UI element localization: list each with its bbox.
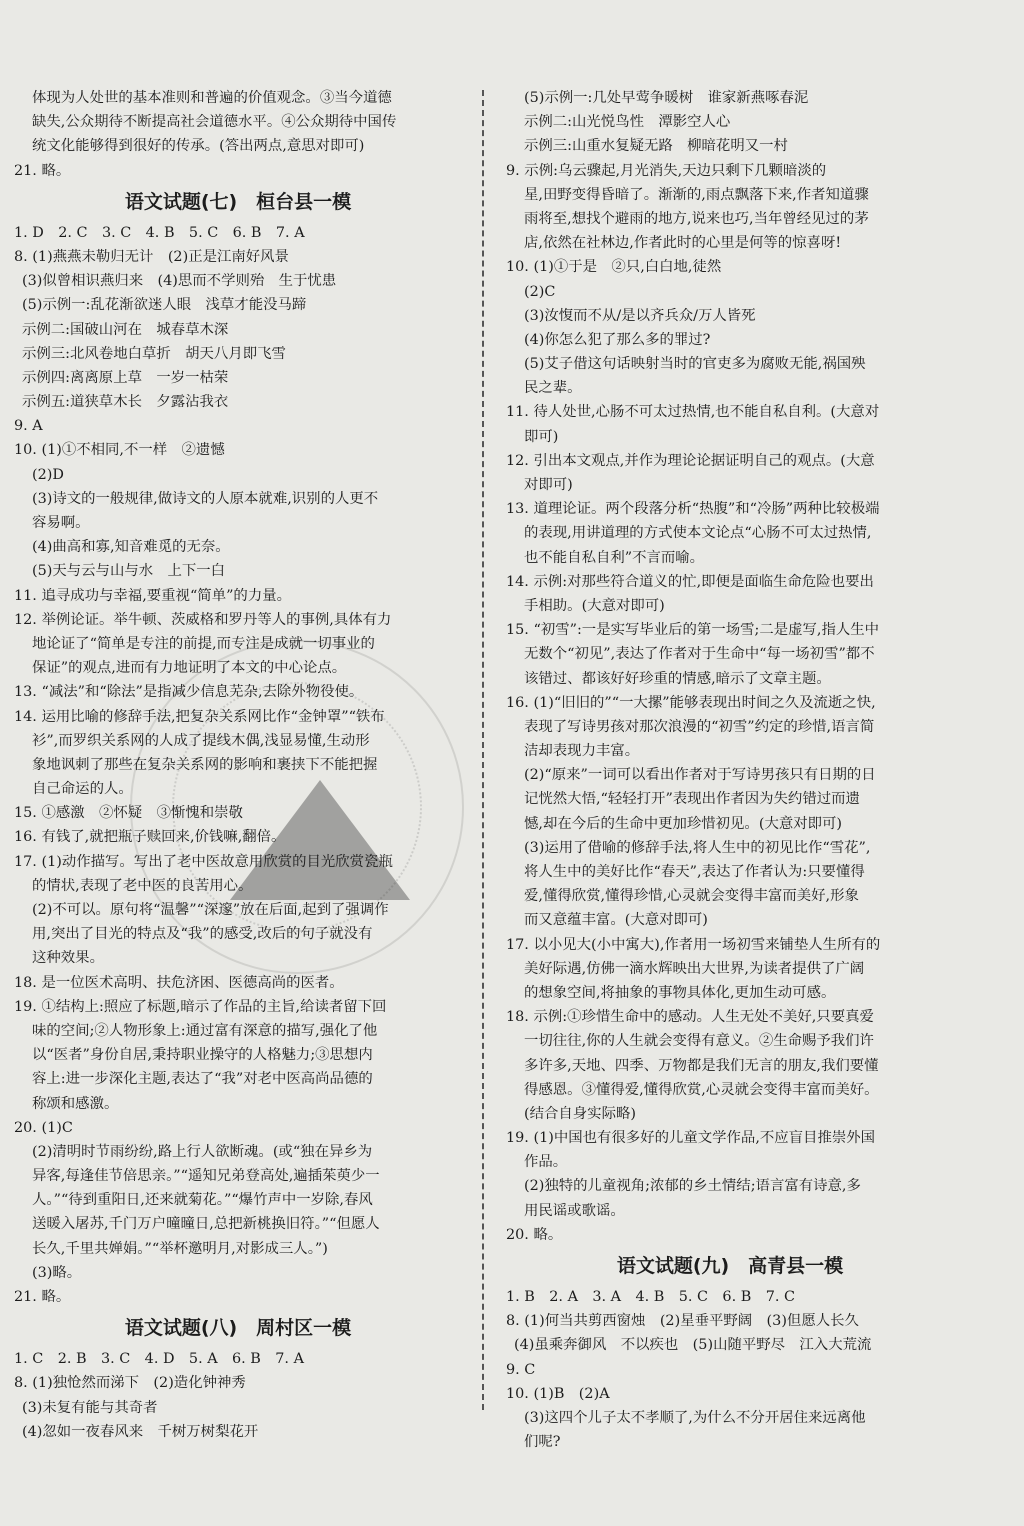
answer-line: 得感恩。③懂得爱,懂得欣赏,心灵就会变得丰富而美好。 [524, 1081, 879, 1098]
answer-line: 13. “减法”和“除法”是指减少信息芜杂,去除外物役使。 [14, 684, 364, 701]
answer-line: 爱,懂得欣赏,懂得珍惜,心灵就会变得丰富而美好,形象 [524, 888, 859, 905]
answer-line: 们呢? [524, 1434, 561, 1451]
right-column [506, 86, 954, 1454]
answer-line: 的情状,表现了老中医的良苦用心。 [32, 877, 253, 894]
answer-line: (3)运用了借喻的修辞手法,将人生中的初见比作“雪花”, [524, 839, 871, 856]
answer-line: 19. ①结构上:照应了标题,暗示了作品的主旨,给读者留下回 [14, 998, 387, 1015]
answer-line: (3)似曾相识燕归来 (4)思而不学则殆 生于忧患 [22, 273, 337, 290]
answer-line: 示例三:北风卷地白草折 胡天八月即飞雪 [22, 345, 286, 362]
answer-line: 憾,却在今后的生命中更加珍惜初见。(大意对即可) [524, 815, 843, 832]
answer-line: 17. (1)动作描写。写出了老中医故意用欣赏的目光欣赏瓷瓶 [14, 853, 393, 870]
answer-line: 保证”的观点,进而有力地证明了本文的中心论点。 [32, 660, 347, 677]
answer-line: (2)独特的儿童视角;浓郁的乡土情结;语言富有诗意,多 [524, 1178, 861, 1195]
answer-line: 的表现,用讲道理的方式使本文论点“心肠不可太过热情, [524, 525, 872, 542]
answer-line: 示例二:国破山河在 城春草木深 [22, 321, 229, 338]
answer-line: 用民谣或歌谣。 [524, 1202, 625, 1219]
answer-line: 18. 示例:①珍惜生命中的感动。人生无处不美好,只要真爱 [506, 1009, 874, 1026]
answer-line: 16. 有钱了,就把瓶子赎回来,价钱嘛,翻倍。 [14, 829, 286, 846]
answer-line: (3)略。 [32, 1264, 82, 1281]
answer-line: 美好际遇,仿佛一滴水辉映出大世界,为读者提供了广阔 [524, 960, 865, 977]
answer-line: 17. 以小见大(小中寓大),作者用一场初雪来铺垫人生所有的 [506, 936, 881, 953]
answer-line: (3)汝愎而不从/是以齐兵众/万人皆死 [524, 307, 756, 324]
answer-line: 示例四:离离原上草 一岁一枯荣 [22, 369, 229, 386]
answer-line: 18. 是一位医术高明、扶危济困、医德高尚的医者。 [14, 974, 344, 991]
answer-line: (2)“原来”一词可以看出作者对于写诗男孩只有日期的日 [524, 767, 876, 784]
answer-line: 15. “初雪”:一是实写毕业后的第一场雪;二是虚写,指人生中 [506, 622, 880, 639]
answer-line: 民之辈。 [524, 380, 582, 397]
answer-line: 味的空间;②人物形象上:通过富有深意的描写,强化了他 [32, 1022, 378, 1039]
answer-line: 多许多,天地、四季、万物都是我们无言的朋友,我们要懂 [524, 1057, 879, 1074]
answer-line: 称颂和感激。 [32, 1095, 119, 1112]
answer-line: (2)D [32, 466, 64, 483]
answer-line: 20. 略。 [506, 1226, 563, 1243]
answer-line: 表现了写诗男孩对那次浪漫的“初雪”约定的珍惜,语言简 [524, 718, 875, 735]
answer-line: 用,突出了目光的特点及“我”的感受,改后的句子就没有 [32, 926, 373, 943]
answer-line: 20. (1)C [14, 1119, 73, 1136]
answer-line: 1. C 2. B 3. C 4. D 5. A 6. B 7. A [14, 1351, 304, 1368]
answer-line: 13. 道理论证。两个段落分析“热腹”和“冷肠”两种比较极端 [506, 501, 880, 518]
answer-line: 9. C [506, 1361, 536, 1378]
answer-line: 8. (1)独怆然而涕下 (2)造化钟神秀 [14, 1375, 246, 1392]
answer-line: 象地讽刺了那些在复杂关系网的影响和裹挟下不能把握 [32, 756, 378, 773]
answer-line: 地论证了“简单是专注的前提,而专注是成就一切事业的 [32, 635, 375, 652]
section-heading: 语文试题(八) 周村区一模 [124, 1317, 352, 1340]
answer-line: 1. D 2. C 3. C 4. B 5. C 6. B 7. A [14, 224, 305, 241]
answer-line: (4)忽如一夜春风来 千树万树梨花开 [22, 1423, 259, 1440]
answer-line: 而又意蕴丰富。(大意对即可) [524, 912, 708, 929]
answer-line: (2)不可以。原句将“温馨”“深邃”放在后面,起到了强调作 [32, 902, 389, 918]
answer-line: 对即可) [524, 477, 573, 493]
answer-line: (5)示例一:乱花渐欲迷人眼 浅草才能没马蹄 [22, 297, 307, 314]
answer-line: 一切往往,你的人生就会变得有意义。②生命赐予我们许 [524, 1033, 874, 1050]
answer-line: 衫”,而罗织关系网的人成了提线木偶,浅显易懂,生动形 [32, 732, 370, 749]
answer-line: 21. 略。 [14, 1289, 71, 1305]
answer-line: 容上:进一步深化主题,表达了“我”对老中医高尚品德的 [32, 1071, 373, 1088]
answer-line: 10. (1)①于是 ②只,白白地,徒然 [506, 259, 722, 276]
answer-line: (5)示例一:几处早莺争暖树 谁家新燕啄春泥 [524, 90, 809, 106]
answer-line: 12. 举例论证。举牛顿、茨威格和罗丹等人的事例,具体有力 [14, 611, 392, 628]
answer-line: (2)清明时节雨纷纷,路上行人欲断魂。(或“独在异乡为 [32, 1143, 373, 1160]
answer-line: 人。”“待到重阳日,还来就菊花。”“爆竹声中一岁除,春风 [32, 1192, 373, 1209]
answer-line: 无数个“初见”,表达了作者对于生命中“每一场初雪”都不 [524, 646, 875, 663]
answer-line: 19. (1)中国也有很多好的儿童文学作品,不应盲目推崇外国 [506, 1130, 876, 1147]
answer-line: 11. 待人处世,心肠不可太过热情,也不能自私自利。(大意对 [506, 404, 880, 421]
answer-line: 记恍然大悟,“轻轻打开”表现出作者因为失约错过而遗 [524, 791, 860, 808]
answer-line: 12. 引出本文观点,并作为理论论据证明自己的观点。(大意 [506, 452, 875, 469]
answer-line: 作品。 [524, 1154, 568, 1171]
answer-line: (3)这四个儿子太不孝顺了,为什么不分开居住来远离他 [524, 1409, 866, 1426]
answer-line: 示例五:道狭草木长 夕露沾我衣 [22, 394, 229, 411]
answer-line: 的想象空间,将抽象的事物具体化,更加生动可感。 [524, 984, 836, 1001]
answer-line: 也不能自私自利”不言而喻。 [524, 549, 705, 566]
answer-line: 即可) [524, 428, 559, 445]
answer-line: 16. (1)“旧旧的”“一大摞”能够表现出时间之久及流逝之快, [506, 694, 876, 711]
answer-line: (3)诗文的一般规律,做诗文的人原本就难,识别的人更不 [32, 490, 379, 507]
section-heading: 语文试题(七) 桓台县一模 [124, 190, 352, 213]
answer-line: (5)天与云与山与水 上下一白 [32, 563, 226, 580]
answer-line: 9. 示例:乌云骤起,月光消失,天边只剩下几颗暗淡的 [506, 162, 827, 179]
answer-line: 8. (1)何当共剪西窗烛 (2)星垂平野阔 (3)但愿人长久 [506, 1313, 859, 1330]
answer-line: 9. A [14, 418, 43, 435]
section-heading: 语文试题(九) 高青县一模 [616, 1255, 844, 1277]
answer-line: 1. B 2. A 3. A 4. B 5. C 6. B 7. C [506, 1289, 796, 1305]
answer-line: (5)艾子借这句话映射当时的官吏多为腐败无能,祸国殃 [524, 356, 866, 373]
answer-line: 这种效果。 [32, 950, 104, 967]
answer-line: 缺失,公众期待不断提高社会道德水平。④公众期待中国传 [32, 114, 397, 131]
answer-line: 15. ①感激 ②怀疑 ③惭愧和崇敬 [14, 805, 243, 822]
answer-line: (3)未复有能与其奇者 [22, 1399, 158, 1416]
answer-line: 体现为人处世的基本准则和普遍的价值观念。③当今道德 [32, 90, 392, 106]
answer-line: 送暖入屠苏,千门万户曈曈日,总把新桃换旧符。”“但愿人 [32, 1216, 380, 1233]
answer-line: 容易啊。 [32, 515, 90, 531]
answer-line: (2)C [524, 283, 556, 300]
answer-line: 14. 运用比喻的修辞手法,把复杂关系网比作“金钟罩”“铁布 [14, 708, 385, 725]
answer-line: 将人生中的美好比作“春天”,表达了作者认为:只要懂得 [524, 864, 865, 880]
answer-line: (4)你怎么犯了那么多的罪过? [524, 331, 711, 348]
answer-line: 示例二:山光悦鸟性 潭影空人心 [524, 114, 731, 131]
answer-line: 自己命运的人。 [32, 781, 133, 798]
answer-line: 洁却表现力丰富。 [524, 743, 640, 760]
answer-line: 8. (1)燕燕未勒归无计 (2)正是江南好风景 [14, 248, 289, 265]
answer-line: 以“医者”身份自居,秉持职业操守的人格魅力;③思想内 [32, 1047, 373, 1064]
answer-line: 店,依然在社林边,作者此时的心里是何等的惊喜呀! [524, 235, 842, 252]
answer-line: 14. 示例:对那些符合道义的忙,即便是面临生命危险也要出 [506, 573, 874, 590]
answer-line: 星,田野变得昏暗了。渐渐的,雨点飘落下来,作者知道骤 [524, 186, 869, 203]
answer-line: 统文化能够得到很好的传承。(答出两点,意思对即可) [32, 138, 365, 155]
column-divider [482, 90, 484, 1410]
answer-line: 手相助。(大意对即可) [524, 597, 665, 614]
answer-line: 示例三:山重水复疑无路 柳暗花明又一村 [524, 138, 788, 155]
answer-line: (4)曲高和寡,知音难觅的无奈。 [32, 539, 230, 556]
answer-line: 雨将至,想找个避雨的地方,说来也巧,当年曾经见过的茅 [524, 210, 869, 227]
answer-line: 10. (1)①不相同,不一样 ②遗憾 [14, 442, 225, 459]
answer-line: 该错过、都该好好珍重的情感,暗示了文章主题。 [524, 670, 831, 687]
answer-line: 11. 追寻成功与幸福,要重视“简单”的力量。 [14, 587, 291, 604]
answer-line: 长久,千里共婵娟。”“举杯邀明月,对影成三人。”) [32, 1240, 328, 1257]
answer-line: (4)虽乘奔御风 不以疾也 (5)山随平野尽 江入大荒流 [514, 1337, 872, 1354]
left-column [14, 86, 462, 1444]
answer-line: 10. (1)B (2)A [506, 1385, 610, 1402]
answer-line: 异客,每逢佳节倍思亲。”“遥知兄弟登高处,遍插茱萸少一 [32, 1168, 380, 1185]
answer-line: (结合自身实际略) [524, 1105, 636, 1122]
answer-line: 21. 略。 [14, 162, 71, 179]
